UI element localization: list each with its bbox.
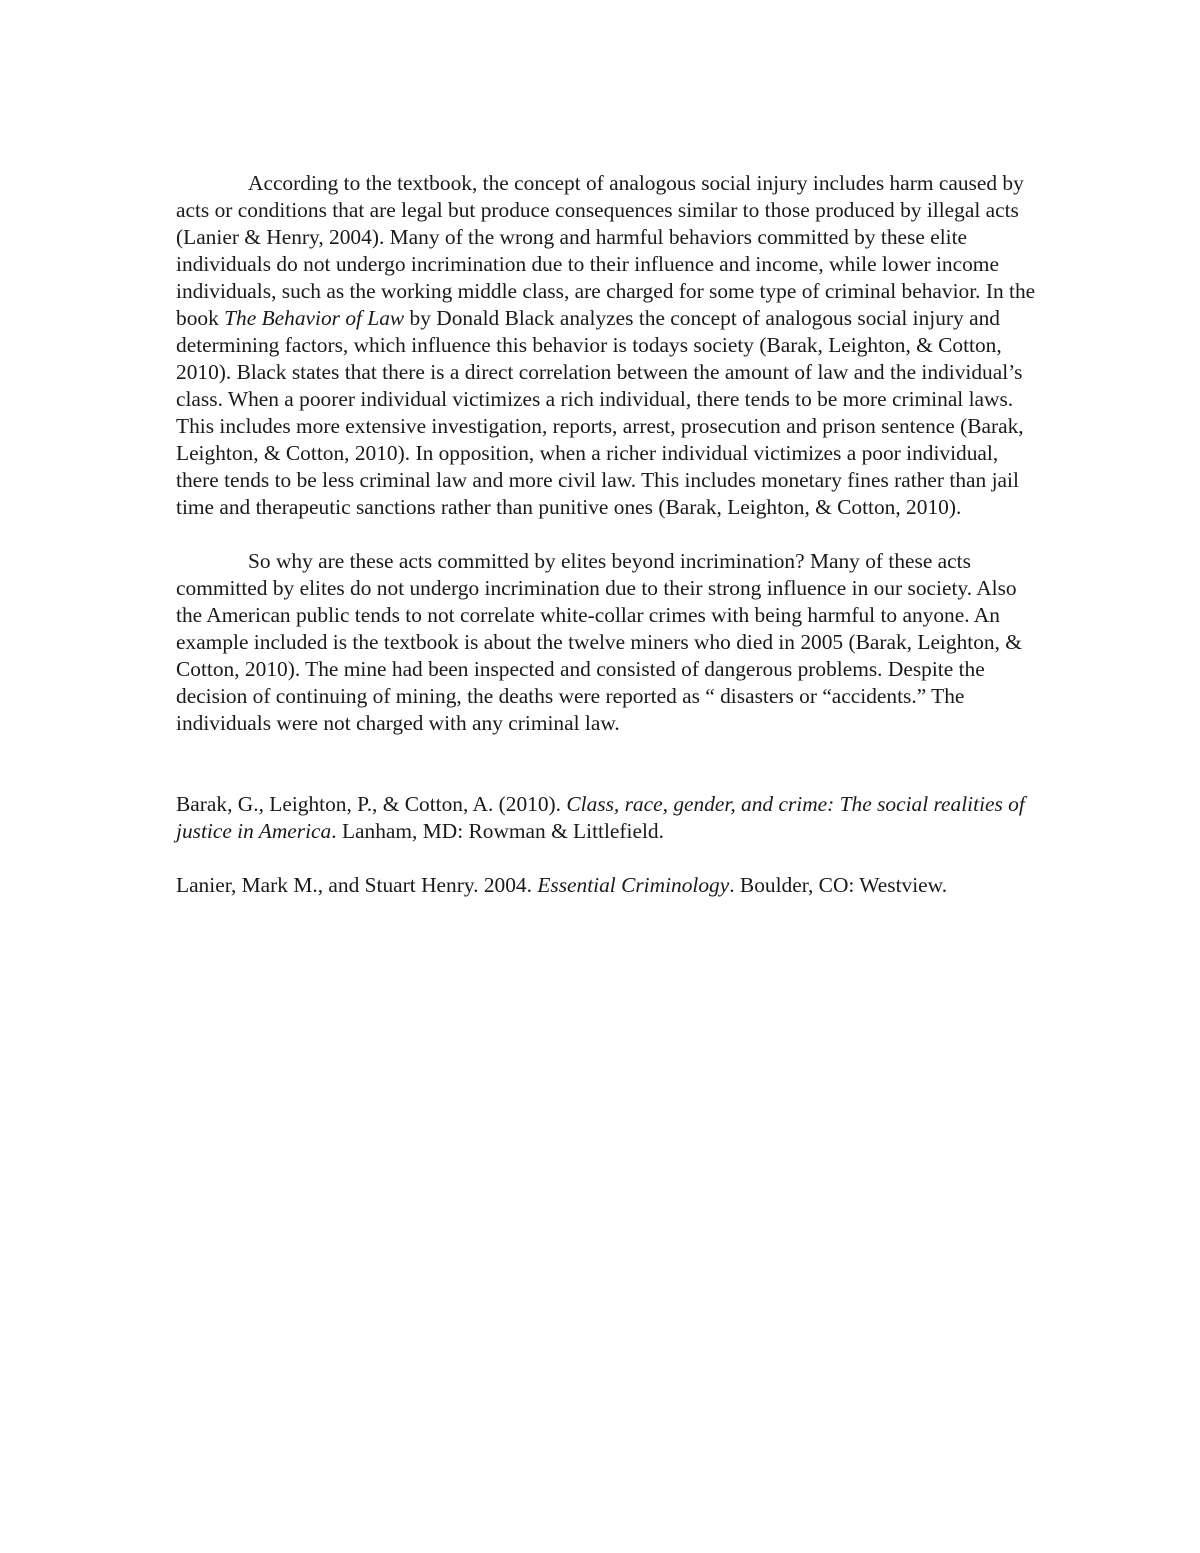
- paragraph-analogous-social-injury: [176, 170, 1036, 521]
- reference-authors: Barak, G., Leighton, P., & Cotton, A. (2010).: [176, 792, 567, 816]
- references-list: [176, 791, 1036, 899]
- paragraph-text: by Donald Black analyzes the concept of analogous social injury and determining factors, which influence this behavior is todays society (Barak, Leighton, & Cotton, 2010). Black states that there is a direct correlation between the amount of law and the individual’s class. When a poorer individual victimizes a rich individual, there tends to be more criminal laws. This includes more extensive investigation, reports, arrest, prosecution and prison sentence (Barak, Leighton, & Cotton, 2010). In opposition, when a richer individual victimizes a poor individual, there tends to be less criminal law and more civil law. This includes monetary fines rather than jail time and therapeutic sanctions rather than punitive ones (Barak, Leighton, & Cotton, 2010).: [176, 306, 1024, 519]
- reference-publisher: . Lanham, MD: Rowman & Littlefield.: [331, 819, 664, 843]
- reference-title: Essential Criminology: [537, 873, 730, 897]
- book-title: The Behavior of Law: [224, 306, 405, 330]
- document-body: [176, 170, 1036, 899]
- paragraph-text: So why are these acts committed by elites beyond incrimination? Many of these acts committed by elites do not undergo incrimination due to their strong influence in our society. Also the American public tends to not correlate white-collar crimes with being harmful to anyone. An example included is the textbook is about the twelve miners who died in 2005 (Barak, Leighton, & Cotton, 2010). The mine had been inspected and consisted of dangerous problems. Despite the decision of continuing of mining, the deaths were reported as “ disasters or “accidents.” The individuals were not charged with any criminal law.: [176, 549, 1022, 735]
- reference-barak: [176, 791, 1036, 845]
- reference-title: Class, race, gender, and crime: The social realities of justice in America: [176, 792, 1025, 843]
- reference-lanier: [176, 872, 1036, 899]
- paragraph-text: According to the textbook, the concept of analogous social injury includes harm caused by acts or conditions that are legal but produce consequences similar to those produced by illegal acts (Lanier & Henry, 2004). Many of the wrong and harmful behaviors committed by these elite individuals do not undergo incrimination due to their influence and income, while lower income individuals, such as the working middle class, are charged for some type of criminal behavior. In the book: [176, 171, 1036, 330]
- reference-publisher: . Boulder, CO: Westview.: [729, 873, 948, 897]
- paragraph-elites-beyond-incrimination: [176, 548, 1036, 737]
- reference-authors: Lanier, Mark M., and Stuart Henry. 2004.: [176, 873, 538, 897]
